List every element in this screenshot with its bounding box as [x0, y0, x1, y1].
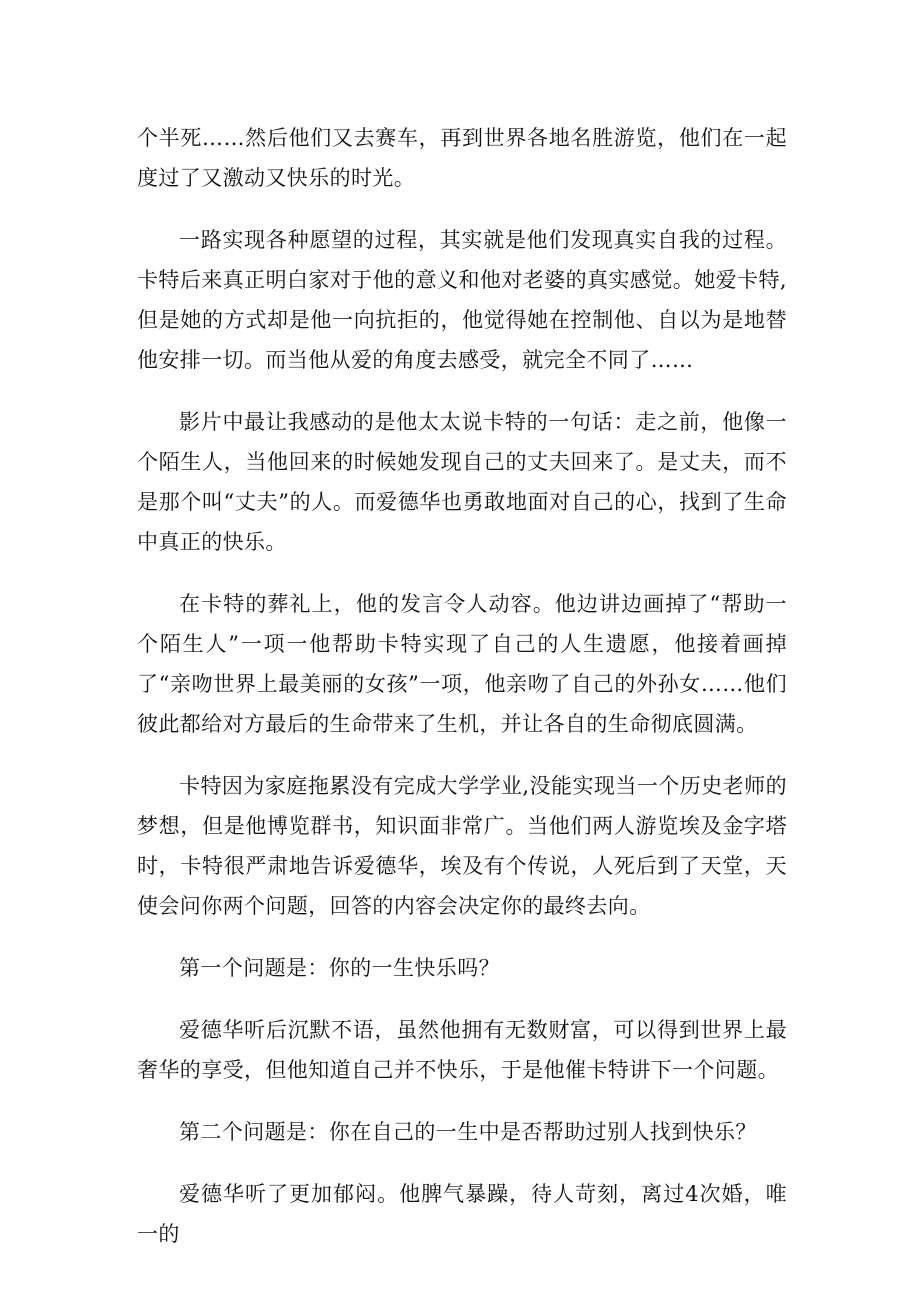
paragraph: 影片中最让我感动的是他太太说卡特的一句话：走之前，他像一个陌生人，当他回来的时候她发现自己的丈夫回来了。是丈夫，而不是那个叫“丈夫”的人。而爱德华也勇敢地面对自己的心，找到了生命中真正的快乐。 [137, 410, 787, 554]
paragraph: 一路实现各种愿望的过程，其实就是他们发现真实自我的过程。卡特后来真正明白家对于他的意义和他对老婆的真实感觉。她爱卡特,但是她的方式却是他一向抗拒的，他觉得她在控制他、自以为是地替他安排一切。而当他从爱的角度去感受，就完全不同了…… [137, 228, 787, 372]
paragraph: 在卡特的葬礼上，他的发言令人动容。他边讲边画掉了“帮助一个陌生人”一项一他帮助卡特实现了自己的人生遗愿，他接着画掉了“亲吻世界上最美丽的女孩”一项，他亲吻了自己的外孙女……他们彼此都给对方最后的生命带来了生机，并让各自的生命彻底圆满。 [137, 592, 787, 736]
paragraph: 爱德华听后沉默不语，虽然他拥有无数财富，可以得到世界上最奢华的享受，但他知道自己并不快乐，于是他催卡特讲下一个问题。 [137, 1018, 787, 1082]
paragraph: 爱德华听了更加郁闷。他脾气暴躁，待人苛刻，离过4次婚，唯一的 [137, 1182, 787, 1246]
paragraph: 个半死……然后他们又去赛车，再到世界各地名胜游览，他们在一起度过了又激动又快乐的时光。 [137, 126, 787, 190]
paragraph: 第一个问题是：你的一生快乐吗？ [179, 956, 500, 980]
paragraph: 卡特因为家庭拖累没有完成大学学业,没能实现当一个历史老师的梦想，但是他博览群书，知识面非常广。当他们两人游览埃及金字塔时，卡特很严肃地告诉爱德华，埃及有个传说，人死后到了天堂，天使会问你两个问题，回答的内容会决定你的最终去向。 [137, 774, 787, 918]
paragraph: 第二个问题是：你在自己的一生中是否帮助过别人找到快乐？ [179, 1120, 757, 1144]
body-text [137, 118, 787, 1276]
